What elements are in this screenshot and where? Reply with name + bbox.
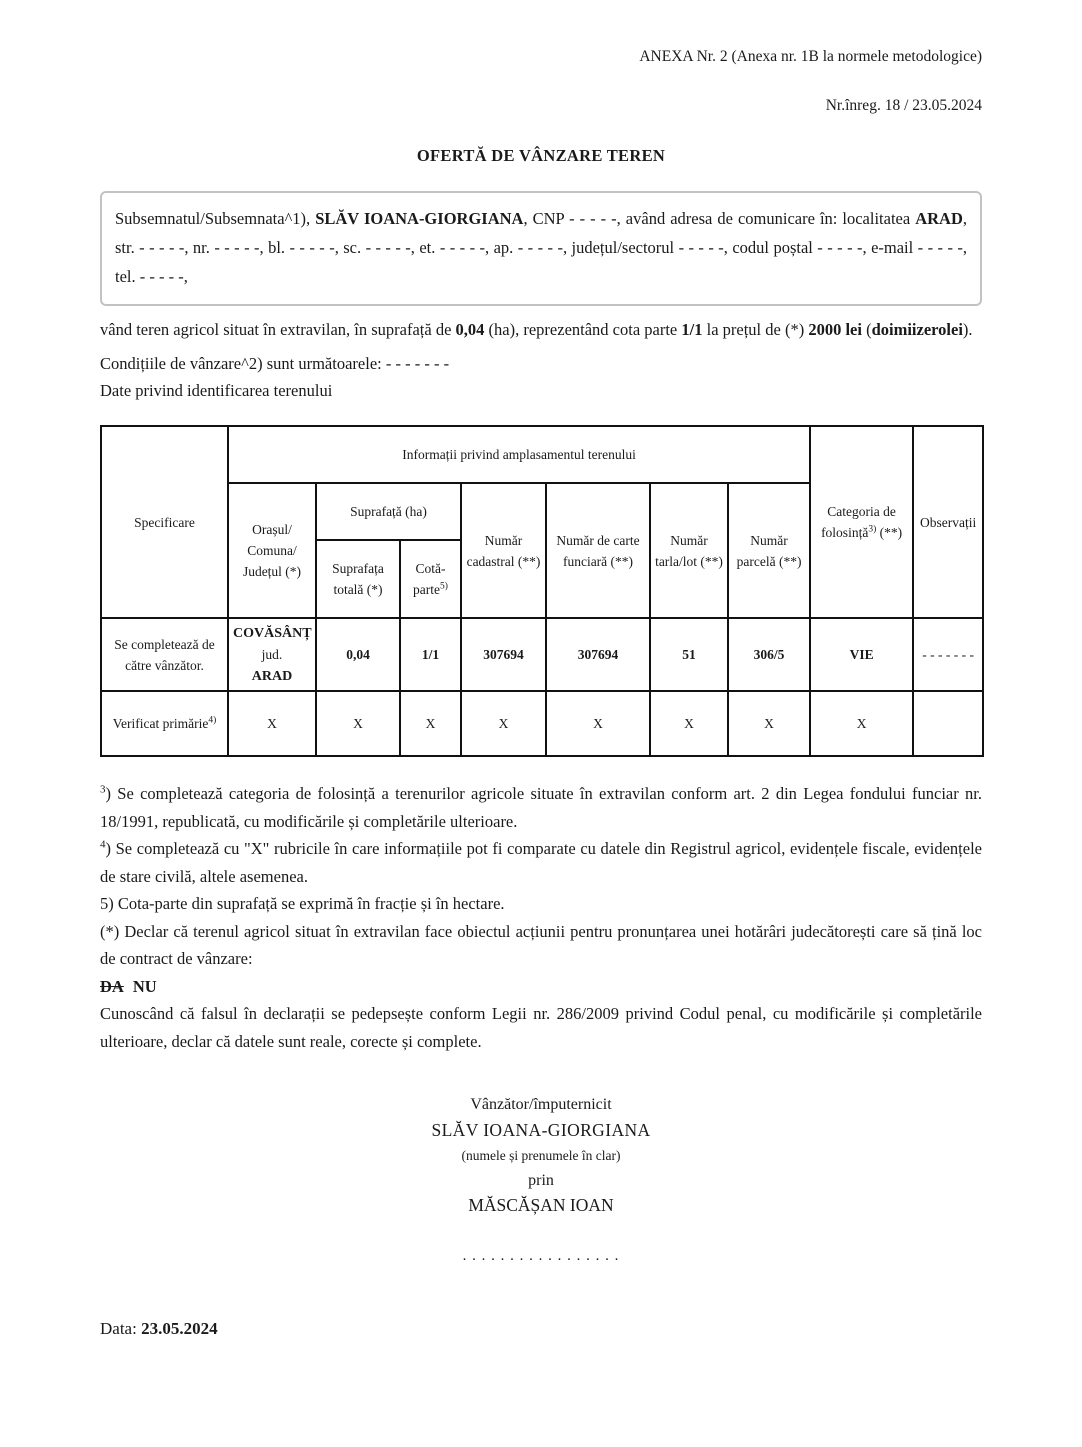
table-row-seller	[101, 618, 983, 691]
verify-footnote-ref: 4)	[208, 715, 217, 726]
verify-mark-surface: X	[316, 691, 400, 756]
seller-parcel-value: 306/5	[728, 618, 810, 691]
header-observatii: Observații	[913, 426, 983, 618]
seller-row-label: Se completează de către vânzător.	[101, 618, 228, 691]
document-page	[0, 47, 1082, 1341]
sale-declaration-text: vând teren agricol situat în extravilan, în suprafață de 0,04 (ha), reprezentând cota parte 1/1 la prețul de (*) 2000 lei (doimiizerolei).	[100, 320, 973, 339]
header-total-surface: Suprafața totală (*)	[316, 540, 400, 618]
table-row-verification	[101, 691, 983, 756]
header-land-book-number: Număr de carte funciară (**)	[546, 483, 650, 618]
verify-mark-land-book: X	[546, 691, 650, 756]
verify-mark-city: X	[228, 691, 316, 756]
header-category: Categoria de folosință$^{3)}$ (**)	[810, 426, 913, 618]
land-identification-heading: Date privind identificarea terenului	[100, 381, 333, 400]
sale-declaration-paragraph	[100, 316, 982, 344]
seller-cadastral-value: 307694	[461, 618, 546, 691]
category-footnote-ref: 3)	[868, 524, 877, 535]
court-declaration-paragraph: (*) Declar că terenul agricol situat în extravilan face obiectul acțiunii pentru pronunțarea unei hotărâri judecătorești care să țină loc de contract de vânzare:	[100, 921, 982, 968]
seller-total-surface-value: 0,04	[316, 618, 400, 691]
footnote-3-marker: 3	[100, 783, 106, 796]
header-info-group: Informații privind amplasamentul terenului	[228, 426, 810, 483]
da-nu-choice	[100, 973, 982, 1000]
registration-number-line: Nr.înreg. 18 / 23.05.2024	[825, 97, 982, 114]
seller-tarla-value: 51	[650, 618, 728, 691]
land-identification-table	[100, 425, 984, 757]
nu-option: NU	[132, 976, 157, 996]
share-footnote-ref: 5)	[440, 581, 448, 592]
seller-share-value: 1/1	[400, 618, 461, 691]
header-specificare: Specificare	[101, 426, 228, 618]
footnotes-section	[100, 780, 982, 973]
seller-category-value: VIE	[810, 618, 913, 691]
footnote-3: $^3$) Se completează categoria de folosință a terenurilor agricole situate în extravilan conform art. 2 din Legea fondului funciar nr. 18/1991, republicată, cu modificările și completările ulterioare.	[100, 783, 982, 831]
header-cadastral-number: Număr cadastral (**)	[461, 483, 546, 618]
header-tarla-lot-number: Număr tarla/lot (**)	[650, 483, 728, 618]
penal-code-paragraph: Cunoscând că falsul în declarații se pedepsește conform Legii nr. 286/2009 privind Codul penal, cu modificările și completările ulterioare, declar că datele sunt reale, corecte și complete.	[100, 1003, 982, 1051]
header-city-commune-county: Orașul/ Comuna/ Județul (*)	[228, 483, 316, 618]
signature-role: Vânzător/împuternicit	[470, 1095, 612, 1113]
verify-observations-cell	[913, 691, 983, 756]
header-parcel-number: Număr parcelă (**)	[728, 483, 810, 618]
seller-observations-value: - - - - - - -	[913, 618, 983, 691]
subscriber-info-text: Subsemnatul/Subsemnata^1), SLĂV IOANA-GIORGIANA, CNP - - - - -, având adresa de comunicare în: localitatea ARAD, str. - - - - -, nr. - - - - -, bl. - - - - -, sc. - - - - -, et. - - - - -, ap. - - - - -, județul/sectorul - - - - -, codul poștal - - - - -, e-mail - - - - -, tel. - - - - -,	[115, 209, 967, 286]
verify-mark-cadastral: X	[461, 691, 546, 756]
footnote-4: $^4$) Se completează cu "X" rubricile în care informațiile pot fi comparate cu datele din Registrul agricol, evidențele fiscale, evidențele de stare civilă, altele asemenea.	[100, 838, 982, 886]
name-clarification-note: (numele și prenumele în clar)	[461, 1147, 621, 1163]
annex-header-line: ANEXA Nr. 2 (Anexa nr. 1B la normele metodologice)	[639, 48, 982, 65]
seller-name: SLĂV IOANA-GIORGIANA	[431, 1119, 651, 1140]
verify-mark-share: X	[400, 691, 461, 756]
signature-block	[100, 1092, 982, 1266]
sale-conditions-line: Condițiile de vânzare^2) sunt următoarele: - - - - - - -	[100, 354, 450, 373]
footnote-5: 5) Cota-parte din suprafață se exprimă în fracție și în hectare.	[100, 894, 505, 913]
header-share: Cotă- parte$^{5)}$	[400, 540, 461, 618]
page-title: OFERTĂ DE VÂNZARE TEREN	[416, 146, 666, 165]
seller-land-book-value: 307694	[546, 618, 650, 691]
date-line	[100, 1317, 982, 1341]
subscriber-info-box	[100, 191, 982, 306]
header-surface-group: Suprafață (ha)	[316, 483, 461, 540]
date-value: 23.05.2024	[141, 1318, 218, 1338]
da-option-struck: DA	[100, 976, 124, 996]
date-label: Data:	[100, 1318, 137, 1338]
verify-row-label: Verificat primărie$^{4)}$	[101, 691, 228, 756]
footnote-4-marker: 4	[100, 838, 106, 851]
verify-mark-tarla: X	[650, 691, 728, 756]
prin-label: prin	[528, 1171, 554, 1189]
signature-dotted-line: . . . . . . . . . . . . . . . . .	[462, 1247, 620, 1264]
proxy-name: MĂSCĂȘAN IOAN	[468, 1194, 614, 1215]
verify-mark-category: X	[810, 691, 913, 756]
verify-mark-parcel: X	[728, 691, 810, 756]
seller-city-cell: COVĂSÂNȚ jud. ARAD	[228, 618, 316, 691]
